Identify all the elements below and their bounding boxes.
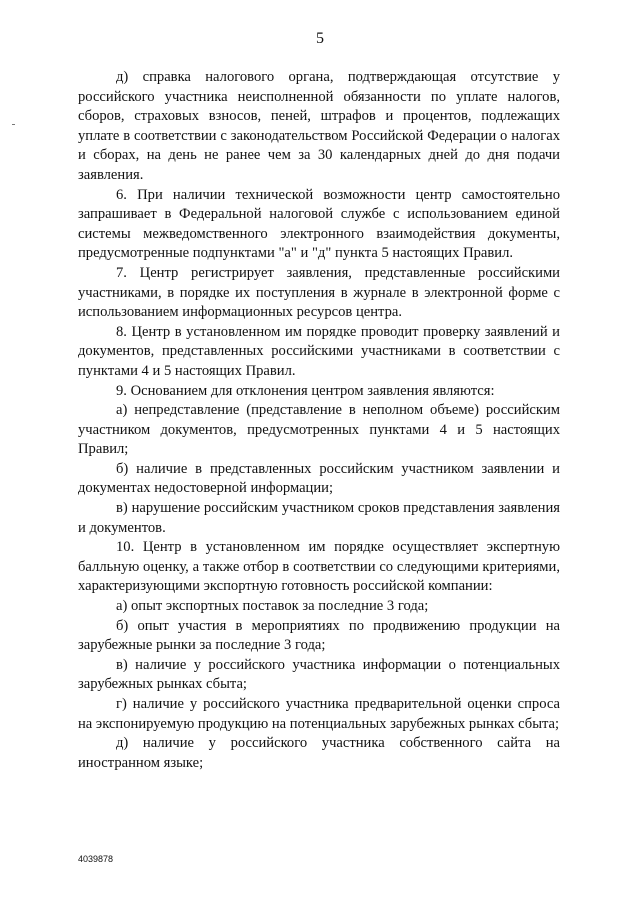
paragraph-9: 9. Основанием для отклонения центром заявления являются: bbox=[116, 382, 495, 399]
paragraph-9b: б) наличие в представленных российским участником заявлении и документах недостоверной информации; bbox=[78, 460, 560, 497]
paragraph-10: 10. Центр в установленном им порядке осуществляет экспертную балльную оценку, а также отбор в соответствии со следующими критериями, характеризующими экспортную готовность российской компании: bbox=[78, 539, 560, 595]
paragraph-10g: г) наличие у российского участника предварительной оценки спроса на экспонируемую продукцию на потенциальных зарубежных рынках сбыта; bbox=[78, 696, 560, 732]
paragraph-5d: д) справка налогового органа, подтверждающая отсутствие у российского участника неисполненной обязанности по уплате налогов, сборов, страховых взносов, пеней, штрафов и процентов, подлежащих уплате в соответствии с законодательством Российской Федерации о налогах и сборах, на день не ранее чем за 30 календарных дней до дня подачи заявления. bbox=[78, 69, 560, 183]
document-code: 4039878 bbox=[78, 854, 114, 864]
paragraph-10d: д) наличие у российского участника собственного сайта на иностранном языке; bbox=[78, 735, 560, 771]
paragraph-10v: в) наличие у российского участника информации о потенциальных зарубежных рынках сбыта; bbox=[78, 656, 560, 693]
paragraph-10b: б) опыт участия в мероприятиях по продвижению продукции на зарубежные рынки за последние 3 года; bbox=[78, 617, 560, 654]
paragraph-9a: а) непредставление (представление в неполном объеме) российским участником документов, предусмотренных пунктами 4 и 5 настоящих Правил; bbox=[78, 402, 560, 458]
paragraph-9v: в) нарушение российским участником сроков представления заявления и документов. bbox=[78, 500, 560, 536]
paragraph-7: 7. Центр регистрирует заявления, представленные российскими участниками, в порядке их поступления в журнале в электронной форме с использованием информационных ресурсов центра. bbox=[78, 264, 560, 321]
scan-mark bbox=[12, 124, 15, 125]
paragraph-10a: а) опыт экспортных поставок за последние 3 года; bbox=[116, 598, 429, 615]
document-body bbox=[78, 68, 560, 773]
page-number: 5 bbox=[316, 30, 324, 47]
paragraph-6: 6. При наличии технической возможности центр самостоятельно запрашивает в Федеральной налоговой службе с использованием единой системы межведомственного электронного взаимодействия документы, предусмотренные подпунктами "а" и "д" пункта 5 настоящих Правил. bbox=[78, 186, 560, 262]
paragraph-8: 8. Центр в установленном им порядке проводит проверку заявлений и документов, представленных российскими участниками в соответствии с пунктами 4 и 5 настоящих Правил. bbox=[78, 323, 560, 379]
